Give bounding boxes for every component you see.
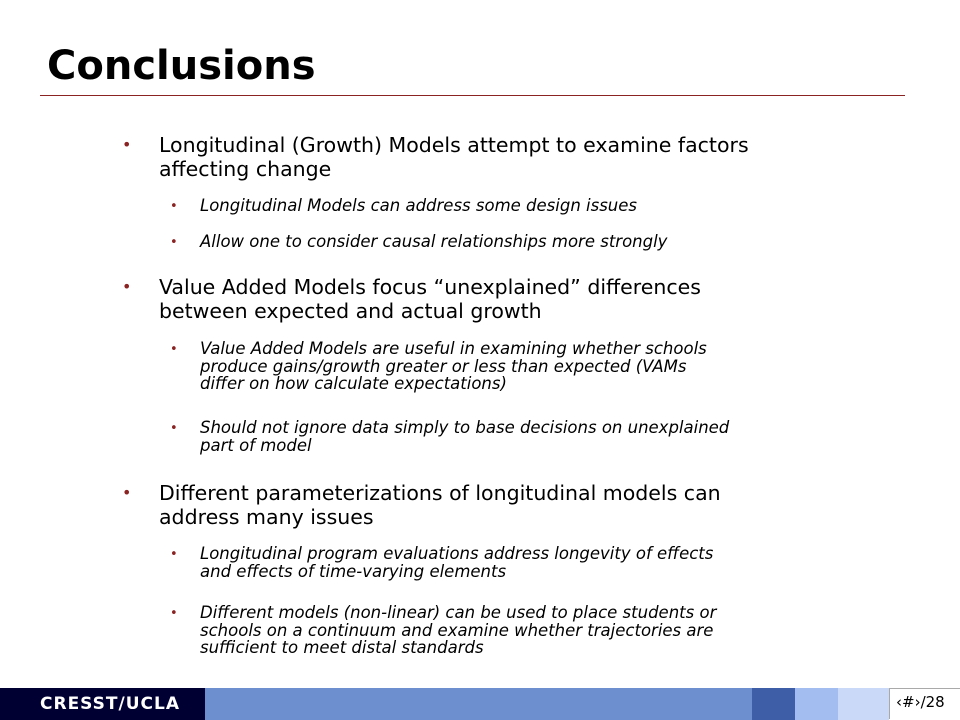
slide-title: Conclusions — [47, 43, 316, 89]
bullet-marker: • — [122, 483, 132, 502]
bullet-line: produce gains/growth greater or less than expected (VAMs — [200, 356, 687, 376]
bullet-text — [159, 133, 749, 181]
bullet-line: Value Added Models focus “unexplained” differences — [159, 275, 701, 299]
bullet-text — [200, 604, 716, 657]
bullet-text — [200, 340, 707, 393]
footer-segment — [838, 688, 889, 720]
bullet-line: Longitudinal program evaluations address longevity of effects — [200, 544, 714, 563]
bullet-marker: • — [170, 235, 178, 250]
bullet-text — [200, 233, 667, 251]
bullet-line: between expected and actual growth — [159, 299, 542, 323]
bullet-marker: • — [170, 547, 178, 562]
bullet-text — [200, 197, 637, 215]
page-number: ‹#›/28 — [896, 693, 945, 711]
bullet-line: Longitudinal Models can address some design issues — [200, 196, 638, 215]
bullet-line: sufficient to meet distal standards — [200, 638, 484, 657]
bullet-marker: • — [122, 135, 132, 154]
bullet-line: Allow one to consider causal relationships more strongly — [200, 232, 668, 251]
bullet-text — [159, 481, 721, 529]
bullet-text — [200, 419, 729, 454]
bullet-line: Longitudinal (Growth) Models attempt to examine factors — [159, 133, 749, 157]
bullet-line: part of model — [200, 435, 312, 455]
bullet-line: Different parameterizations of longitudinal models can — [159, 481, 721, 505]
bullet-marker: • — [170, 199, 178, 214]
bullet-line: schools on a continuum and examine whether trajectories are — [200, 620, 714, 640]
bullet-line: address many issues — [159, 505, 374, 529]
bullet-text — [159, 275, 701, 323]
bullet-line: Should not ignore data simply to base decisions on unexplained — [200, 418, 730, 437]
footer-brand-logo: CRESST/UCLA — [40, 694, 180, 714]
footer-segment — [752, 688, 795, 720]
bullet-line: affecting change — [159, 157, 332, 181]
bullet-line: differ on how calculate expectations) — [200, 374, 507, 393]
footer-segment — [205, 688, 752, 720]
bullet-marker: • — [122, 277, 132, 296]
bullet-line: Value Added Models are useful in examining whether schools — [200, 339, 707, 358]
bullet-marker: • — [170, 342, 178, 357]
bullet-line: and effects of time-varying elements — [200, 561, 507, 581]
footer-segment — [795, 688, 838, 720]
bullet-marker: • — [170, 421, 178, 436]
bullet-line: Different models (non-linear) can be used to place students or — [200, 603, 717, 622]
bullet-marker: • — [170, 606, 178, 621]
bullet-text — [200, 545, 713, 580]
